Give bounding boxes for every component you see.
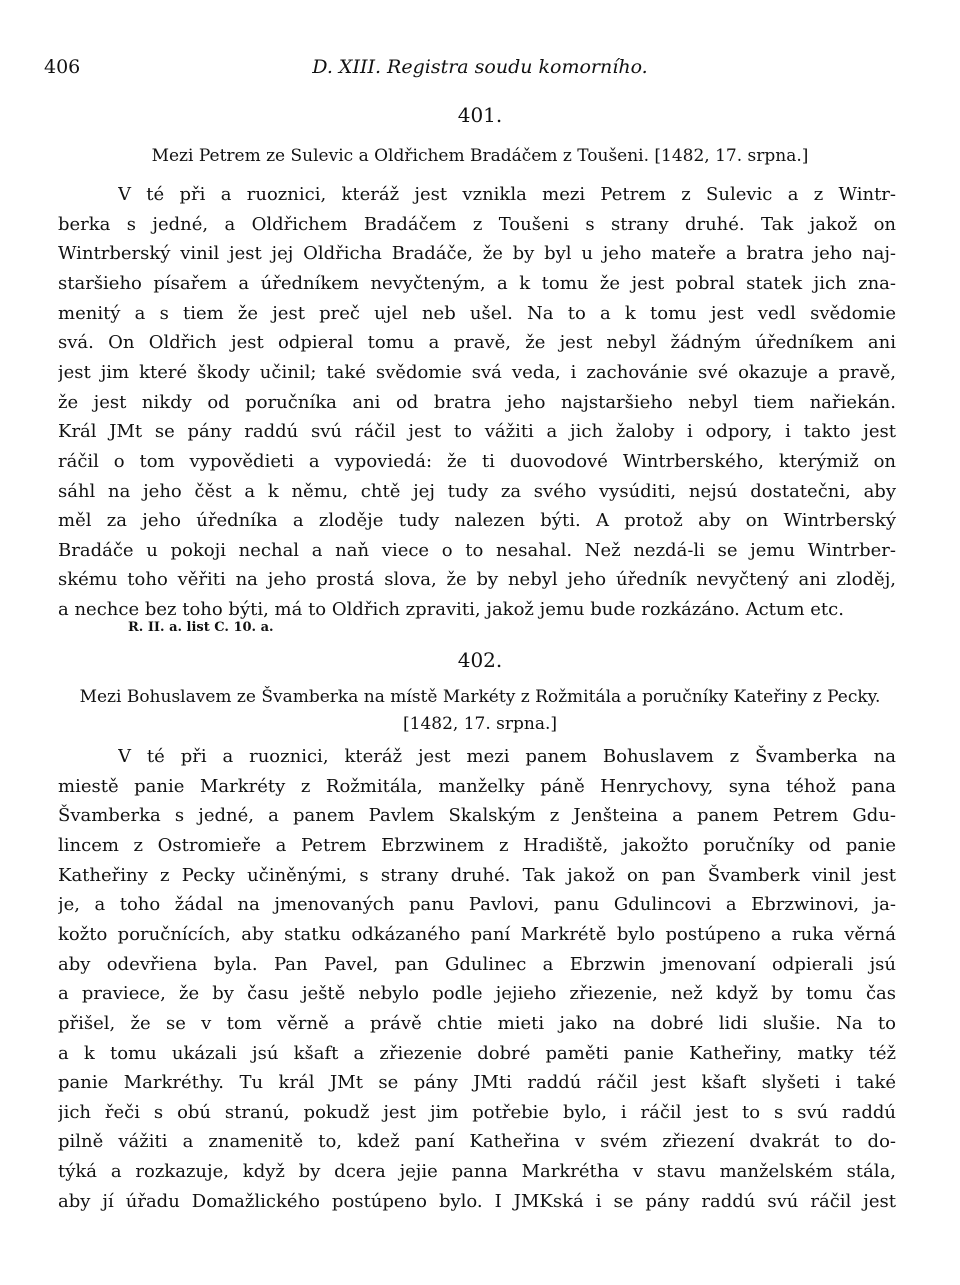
text-line: staršieho písařem a úředníkem nevyčteným, a k tomu že jest pobral statek jich zna- [58,272,896,294]
entry-title: [1482, 17. srpna.] [403,714,557,734]
text-line: měl za jeho úředníka a zloděje tudy nalezen býti. A protož aby on Wintrberský [58,510,896,532]
entry-number: 402. [457,648,503,672]
source-reference: R. II. a. list C. 10. a. [128,620,274,635]
text-line: je, a toho žádal na jmenovaných panu Pavlovi, panu Gdulincovi a Ebrzwinovi, ja- [58,894,896,916]
text-line: Wintrberský vinil jest jej Oldřicha Bradáče, že by byl u jeho mateře a bratra jeho naj- [58,243,896,265]
text-line: V té při a ruoznici, kteráž jest vznikla mezi Petrem z Sulevic a z Wintr- [118,184,896,205]
text-line: pilně vážiti a znamenitě to, kdež paní Katheřina v svém zřiezení dvakrát to do- [58,1131,896,1153]
text-line: Katheřiny z Pecky učiněnými, s strany druhé. Tak jakož on pan Švamberk vinil jest [58,864,896,886]
text-line: skému toho věřiti na jeho prostá slova, že by nebyl jeho úředník nevyčtený ani zloděj, [58,569,896,591]
text-line: aby jí úřadu Domažlického postúpeno bylo. I JMKská i se pány raddú svú ráčil jest [58,1190,896,1212]
text-line: kožto poručnících, aby statku odkázaného paní Markrétě bylo postúpeno a ruka věrná [58,923,896,945]
running-title: D. XIII. Registra soudu komorního. [312,56,648,78]
text-line: panie Markréthy. Tu král JMt se pány JMti raddú ráčil jest kšaft slyšeti i také [58,1072,896,1094]
text-line: miestě panie Markréty z Rožmitála, manželky páně Henrychovy, syna téhož pana [58,775,896,797]
text-line: sáhl na jeho čěst a k němu, chtě jej tudy za svého vysúditi, nejsú dostatečni, aby [58,480,896,502]
text-line: a nechce bez toho býti, má to Oldřich zpraviti, jakož jemu bude rozkázáno. Actum etc. [58,599,844,621]
text-line: Švamberka s jedné, a panem Pavlem Skalským z Jenšteina a panem Petrem Gdu- [58,805,896,827]
text-line: Bradáče u pokoji nechal a naň viece o to nesahal. Než nezdá-li se jemu Wintrber- [58,539,896,561]
text-line: týká a rozkazuje, když by dcera jejie panna Markrétha v stavu manželském stála, [58,1161,896,1183]
text-line: a praviece, že by času ještě nebylo podle jejieho zřiezenie, než když by tomu čas [58,983,896,1005]
entry-number: 401. [457,103,503,127]
text-line: jest jim které škody učinil; také svědomie svá veda, i zachovánie své okazuje a pravě, [58,361,896,383]
page-number: 406 [44,56,81,78]
text-line: přišel, že se v tom věrně a právě chtie mieti jako na dobré lidi slušie. Na to [58,1012,896,1034]
text-line: aby odevřiena byla. Pan Pavel, pan Gdulinec a Ebrzwin jmenovaní odpierali jsú [58,953,896,975]
text-line: lincem z Ostromieře a Petrem Ebrzwinem z Hradiště, jakožto poručníky od panie [58,834,896,856]
text-line: menitý a s tiem že jest preč ujel neb ušel. Na to a k tomu jest vedl svědomie [58,302,896,324]
page-header [44,56,916,86]
entry-title: Mezi Petrem ze Sulevic a Oldřichem Bradáčem z Toušeni. [1482, 17. srpna.] [151,146,809,166]
text-line: že jest nikdy od poručníka ani od bratra jeho najstaršieho nebyl tiem nařiekán. [58,391,896,413]
text-line: Král JMt se pány raddú svú ráčil jest to vážiti a jich žaloby i odpory, i takto jest [58,421,896,443]
text-line: svá. On Oldřich jest odpieral tomu a pravě, že jest nebyl žádným úředníkem ani [58,332,896,354]
text-line: a k tomu ukázali jsú kšaft a zřiezenie dobré paměti panie Katheřiny, matky též [58,1042,896,1064]
entry-title: Mezi Bohuslavem ze Švamberka na místě Markéty z Rožmitála a poručníky Kateřiny z Pecky. [79,687,881,707]
text-line: V té při a ruoznici, kteráž jest mezi panem Bohuslavem z Švamberka na [118,746,896,767]
text-line: berka s jedné, a Oldřichem Bradáčem z Toušeni s strany druhé. Tak jakož on [58,213,896,235]
text-line: ráčil o tom vypovědieti a vypoviedá: že ti duovodové Wintrberského, kterýmiž on [58,450,896,472]
text-line: jich řeči s obú stranú, pokudž jest jim potřebie bylo, i ráčil jest to s svú raddú [58,1101,896,1123]
